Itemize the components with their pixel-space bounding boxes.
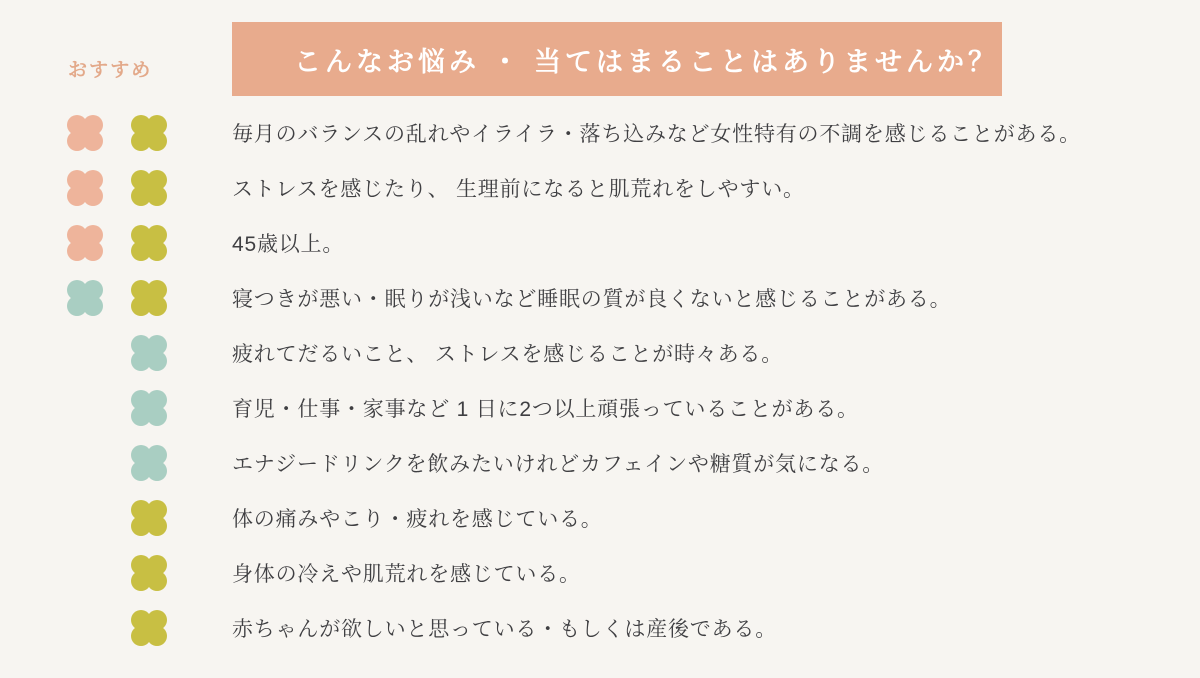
clover-icon bbox=[127, 496, 171, 540]
clover-icon bbox=[127, 111, 171, 155]
list-item bbox=[0, 380, 1200, 435]
clover-icon bbox=[63, 111, 107, 155]
clover-icon bbox=[63, 276, 107, 320]
list-item-label: エナジードリンクを飲みたいけれどカフェインや糖質が気になる。 bbox=[232, 452, 885, 476]
clover-icon bbox=[127, 441, 171, 485]
clover-icon bbox=[127, 276, 171, 320]
clover-icon bbox=[127, 166, 171, 210]
clover-icon bbox=[127, 331, 171, 375]
list-item-label: 毎月のバランスの乱れやイライラ・落ち込みなど女性特有の不調を感じることがある。 bbox=[232, 122, 1081, 146]
clover-icon bbox=[127, 606, 171, 650]
list-item bbox=[0, 105, 1200, 160]
list-item bbox=[0, 490, 1200, 545]
list-item-icons bbox=[0, 215, 232, 270]
list-item-icons bbox=[0, 600, 232, 655]
list-item-label: 育児・仕事・家事など 1 日に2つ以上頑張っていることがある。 bbox=[232, 397, 859, 421]
list-item-icons bbox=[0, 160, 232, 215]
list-item-label: ストレスを感じたり、 生理前になると肌荒れをしやすい。 bbox=[232, 177, 805, 201]
list-item bbox=[0, 435, 1200, 490]
checklist bbox=[0, 105, 1200, 655]
clover-icon bbox=[127, 221, 171, 265]
list-item bbox=[0, 545, 1200, 600]
list-item bbox=[0, 600, 1200, 655]
list-item-icons bbox=[0, 380, 232, 435]
list-item-label: 身体の冷えや肌荒れを感じている。 bbox=[232, 562, 581, 586]
list-item-icons bbox=[0, 105, 232, 160]
clover-icon bbox=[127, 386, 171, 430]
list-item-icons bbox=[0, 270, 232, 325]
list-item bbox=[0, 325, 1200, 380]
list-item-label: 体の痛みやこり・疲れを感じている。 bbox=[232, 507, 603, 531]
list-item-icons bbox=[0, 435, 232, 490]
banner-title: こんなお悩み ・ 当てはまることはありませんか？ bbox=[294, 46, 1000, 77]
list-item bbox=[0, 270, 1200, 325]
clover-icon bbox=[63, 166, 107, 210]
list-item-label: 疲れてだるいこと、 ストレスを感じることが時々ある。 bbox=[232, 342, 784, 366]
header-banner bbox=[232, 22, 1002, 96]
list-item-icons bbox=[0, 490, 232, 545]
list-item-icons bbox=[0, 545, 232, 600]
list-item-icons bbox=[0, 325, 232, 380]
recommend-label: おすすめ bbox=[68, 60, 153, 81]
list-item bbox=[0, 160, 1200, 215]
list-item-label: 寝つきが悪い・眠りが浅いなど睡眠の質が良くないと感じることがある。 bbox=[232, 287, 952, 311]
list-item-label: 赤ちゃんが欲しいと思っている・もしくは産後である。 bbox=[232, 617, 777, 641]
list-item-label: 45歳以上。 bbox=[232, 232, 345, 256]
list-item bbox=[0, 215, 1200, 270]
clover-icon bbox=[63, 221, 107, 265]
clover-icon bbox=[127, 551, 171, 595]
